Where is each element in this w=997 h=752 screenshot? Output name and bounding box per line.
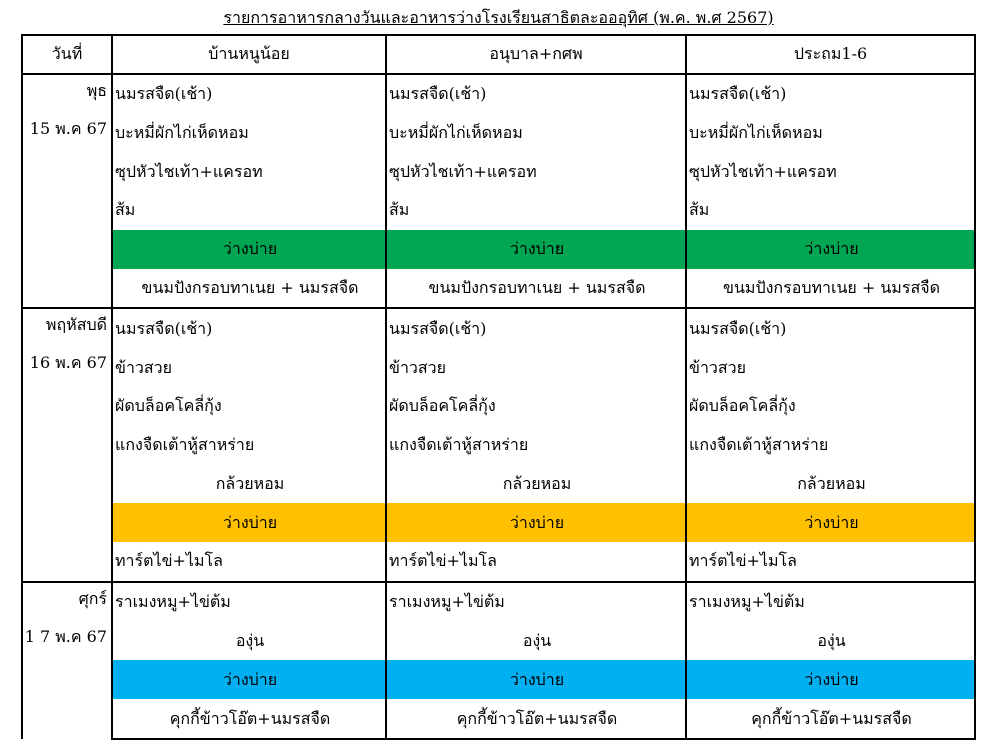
menu-item: ผัดบล็อคโคลี่กุ้ง [112,387,386,426]
menu-item: ข้าวสวย [386,348,686,387]
day-name: พุธ [86,80,107,100]
menu-item: องุ่น [686,622,975,661]
menu-item: นมรสจืด(เช้า) [686,74,975,114]
table-row [22,622,975,661]
menu-item: ซุปหัวไชเท้า+แครอท [386,152,686,191]
snack-item: ทาร์ตไข่+ไมโล [386,542,686,582]
menu-item: นมรสจืด(เช้า) [386,74,686,114]
day-cell-friday [22,582,112,739]
menu-item: ราเมงหมู+ไข่ต้ม [112,582,386,622]
snack-band-row [22,230,975,269]
snack-band: ว่างบ่าย [386,230,686,269]
menu-item: บะหมี่ผักไก่เห็ดหอม [386,114,686,153]
menu-item: นมรสจืด(เช้า) [112,308,386,348]
snack-band: ว่างบ่าย [112,660,386,699]
day-date: 15 พ.ค 67 [29,118,107,138]
snack-item: ขนมปังกรอบทาเนย + นมรสจืด [112,269,386,309]
menu-item: บะหมี่ผักไก่เห็ดหอม [112,114,386,153]
menu-item: กล้วยหอม [112,464,386,503]
menu-item: ผัดบล็อคโคลี่กุ้ง [386,387,686,426]
day-date: 1 7 พ.ค 67 [24,626,107,646]
table-row [22,387,975,426]
snack-item: คุกกี้ข้าวโอ๊ต+นมรสจืด [386,699,686,739]
snack-band-row [22,503,975,542]
snack-item: ขนมปังกรอบทาเนย + นมรสจืด [386,269,686,309]
day-name: พฤหัสบดี [45,315,107,335]
header-row [22,35,975,74]
snack-band: ว่างบ่าย [112,503,386,542]
header-col2: อนุบาล+กศพ [386,35,686,74]
menu-item: บะหมี่ผักไก่เห็ดหอม [686,114,975,153]
snack-band: ว่างบ่าย [112,230,386,269]
day-cell-wednesday [22,74,112,309]
snack-band: ว่างบ่าย [686,230,975,269]
menu-item: ซุปหัวไชเท้า+แครอท [686,152,975,191]
day-name: ศุกร์ [78,588,107,608]
header-day: วันที่ [22,35,112,74]
table-row [22,426,975,465]
header-col3: ประถม1-6 [686,35,975,74]
table-row [22,152,975,191]
header-col1: บ้านหนูน้อย [112,35,386,74]
menu-item: แกงจืดเต้าหู้สาหร่าย [386,426,686,465]
menu-item: ราเมงหมู+ไข่ต้ม [386,582,686,622]
menu-item: ส้ม [386,191,686,230]
table-row [22,74,975,114]
menu-table [21,34,976,740]
table-row [22,348,975,387]
menu-item: แกงจืดเต้าหู้สาหร่าย [686,426,975,465]
menu-item: ส้ม [686,191,975,230]
day-cell-thursday [22,308,112,581]
snack-item: ทาร์ตไข่+ไมโล [112,542,386,582]
menu-item: นมรสจืด(เช้า) [686,308,975,348]
menu-item: ซุปหัวไชเท้า+แครอท [112,152,386,191]
snack-band-row [22,660,975,699]
table-row [22,582,975,622]
snack-item: ทาร์ตไข่+ไมโล [686,542,975,582]
page-title: รายการอาหารกลางวันและอาหารว่างโรงเรียนสาธิตละอออุทิศ (พ.ค. พ.ศ 2567) [223,8,774,27]
menu-item: ผัดบล็อคโคลี่กุ้ง [686,387,975,426]
snack-band: ว่างบ่าย [386,660,686,699]
snack-band: ว่างบ่าย [386,503,686,542]
table-row [22,542,975,582]
menu-item: แกงจืดเต้าหู้สาหร่าย [112,426,386,465]
menu-item: ส้ม [112,191,386,230]
table-row [22,699,975,739]
snack-item: ขนมปังกรอบทาเนย + นมรสจืด [686,269,975,309]
table-row [22,191,975,230]
menu-item: กล้วยหอม [386,464,686,503]
snack-item: คุกกี้ข้าวโอ๊ต+นมรสจืด [112,699,386,739]
table-row [22,114,975,153]
snack-band: ว่างบ่าย [686,660,975,699]
menu-item: นมรสจืด(เช้า) [112,74,386,114]
menu-item: นมรสจืด(เช้า) [386,308,686,348]
menu-item: ข้าวสวย [686,348,975,387]
menu-item: ราเมงหมู+ไข่ต้ม [686,582,975,622]
menu-item: ข้าวสวย [112,348,386,387]
snack-item: คุกกี้ข้าวโอ๊ต+นมรสจืด [686,699,975,739]
snack-band: ว่างบ่าย [686,503,975,542]
table-row [22,464,975,503]
table-row [22,308,975,348]
menu-item: องุ่น [386,622,686,661]
menu-item: กล้วยหอม [686,464,975,503]
menu-item: องุ่น [112,622,386,661]
table-row [22,269,975,309]
day-date: 16 พ.ค 67 [29,353,107,373]
